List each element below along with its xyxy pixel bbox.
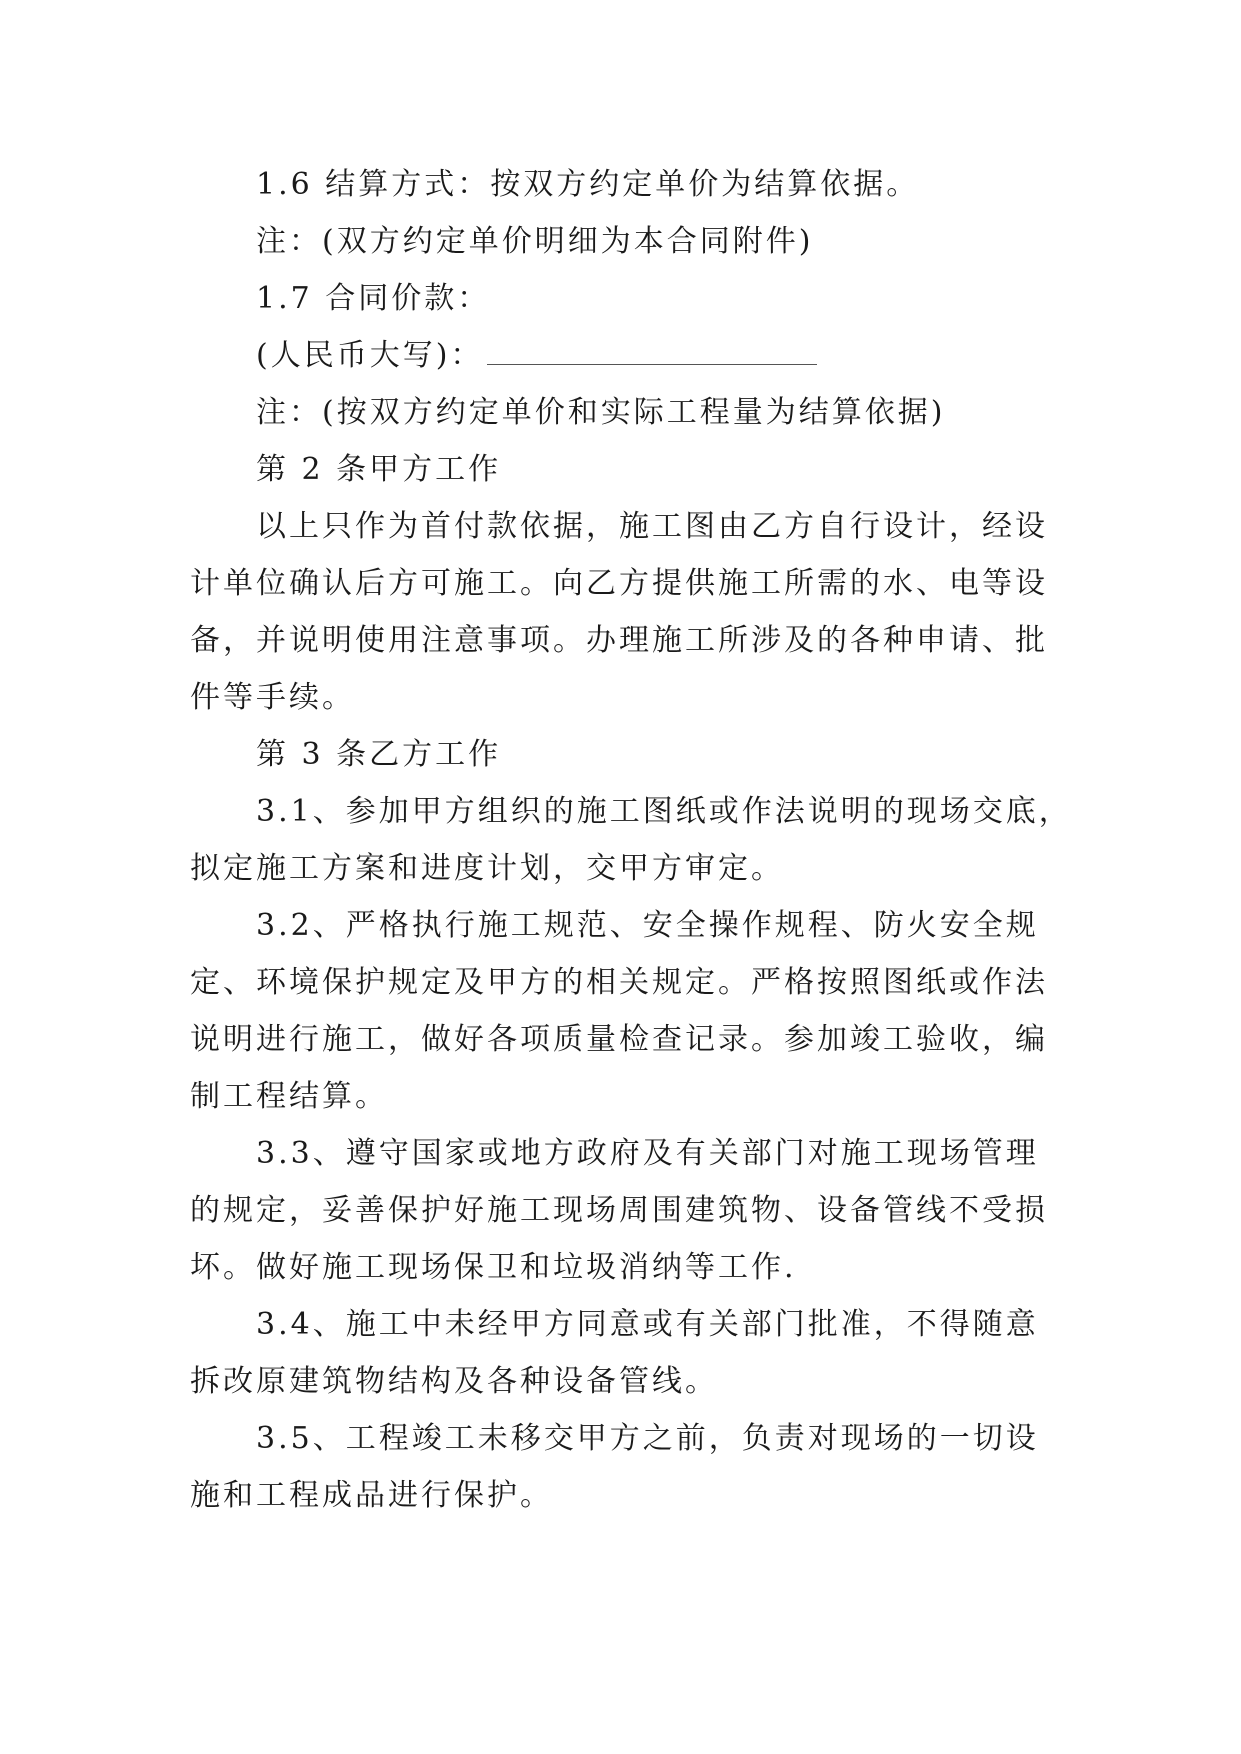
article-3-heading: 第 3 条乙方工作 (256, 737, 502, 772)
clause-3-4-line: 3.4、施工中未经甲方同意或有关部门批准，不得随意 (256, 1307, 1039, 1342)
article-2-paragraph-line: 以上只作为首付款依据，施工图由乙方自行设计，经设 (256, 509, 1048, 544)
clause-3-3-line: 坏。做好施工现场保卫和垃圾消纳等工作. (190, 1250, 797, 1285)
note-unit-price-annex: 注：(双方约定单价明细为本合同附件) (256, 224, 814, 259)
note-settlement-basis: 注：(按双方约定单价和实际工程量为结算依据) (256, 395, 946, 430)
clause-3-4-line: 拆改原建筑物结构及各种设备管线。 (190, 1364, 718, 1399)
clause-1-6-settlement: 1.6 结算方式：按双方约定单价为结算依据。 (256, 167, 920, 202)
clause-3-3-line: 3.3、遵守国家或地方政府及有关部门对施工现场管理 (256, 1136, 1039, 1171)
article-2-heading: 第 2 条甲方工作 (256, 452, 502, 487)
clause-3-1-line: 3.1、参加甲方组织的施工图纸或作法说明的现场交底， (256, 794, 1072, 829)
clause-3-1-line: 拟定施工方案和进度计划，交甲方审定。 (190, 851, 784, 886)
clause-3-5-line: 3.5、工程竣工未移交甲方之前，负责对现场的一切设 (256, 1421, 1039, 1456)
clause-3-2-line: 3.2、严格执行施工规范、安全操作规程、防火安全规 (256, 908, 1039, 943)
rmb-amount-blank (487, 336, 817, 365)
clause-3-3-line: 的规定，妥善保护好施工现场周围建筑物、设备管线不受损 (190, 1193, 1048, 1228)
clause-3-2-line: 制工程结算。 (190, 1079, 388, 1114)
clause-3-5-line: 施和工程成品进行保护。 (190, 1478, 553, 1513)
clause-1-7-contract-price: 1.7 合同价款： (256, 281, 491, 316)
article-2-paragraph-line: 计单位确认后方可施工。向乙方提供施工所需的水、电等设 (190, 566, 1048, 601)
article-2-paragraph-line: 件等手续。 (190, 680, 355, 715)
article-2-paragraph-line: 备，并说明使用注意事项。办理施工所涉及的各种申请、批 (190, 623, 1048, 658)
clause-3-2-line: 说明进行施工，做好各项质量检查记录。参加竣工验收，编 (190, 1022, 1048, 1057)
rmb-uppercase-line (256, 336, 1126, 376)
clause-3-2-line: 定、环境保护规定及甲方的相关规定。严格按照图纸或作法 (190, 965, 1048, 1000)
rmb-uppercase-label: (人民币大写)： (256, 338, 484, 373)
